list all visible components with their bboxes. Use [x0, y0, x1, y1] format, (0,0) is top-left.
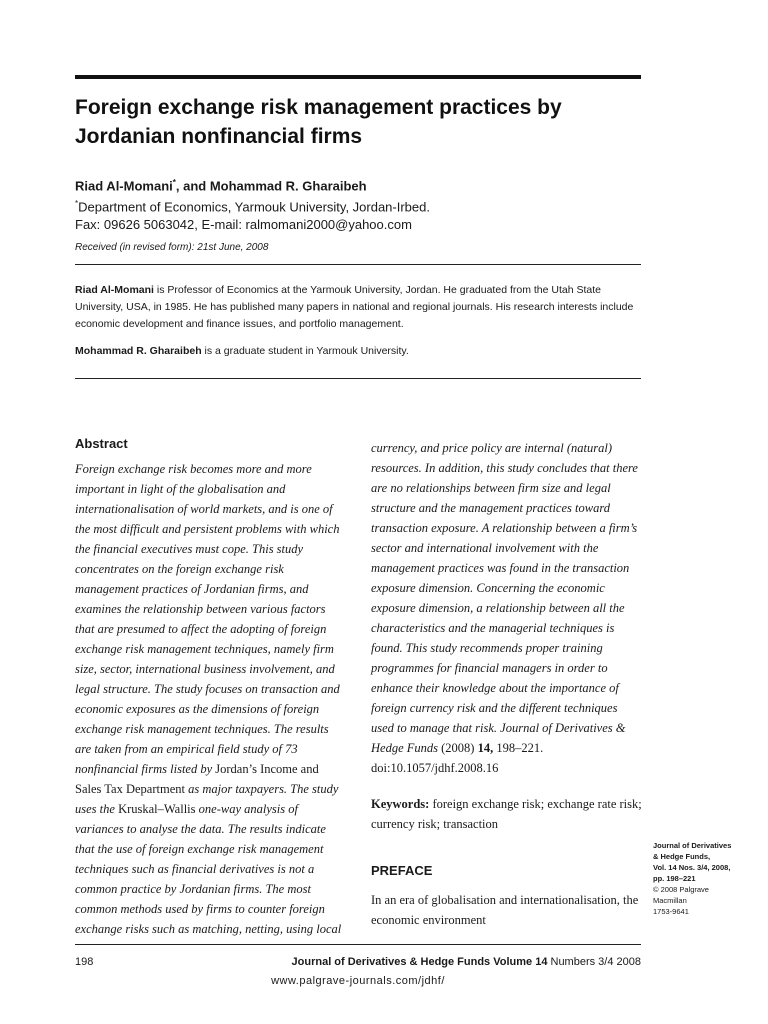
abstract-text-continued: currency, and price policy are internal (natural) resources. In addition, this study concludes that there are no relationships between firm size and legal structure and the management practices toward transaction exposure. A relationship between a firm’s sector and international involvement with the management practices was found in the transaction exposure dimension. Concerning the economic exposure dimension, a relationship between all the characteristics and the managerial techniques is found. This study recommends proper training programmes for financial managers in order to enhance their knowledge about the importance of foreign currency risk and the different techniques used to manage that risk. Journal of Derivatives & Hedge Funds (2008) 14, 198–221. doi:10.1057/jdhf.2008.16	[371, 441, 638, 775]
article-title: Foreign exchange risk management practices by Jordanian nonfinancial firms	[75, 96, 562, 148]
preface-heading: PREFACE	[371, 863, 433, 878]
author-bio-1: Riad Al-Momani is Professor of Economics at the Yarmouk University, Jordan. He graduated from the Utah State University, USA, in 1985. He has published many papers in national and regional journals. His research interests include economic development and finance issues, and portfolio management.	[75, 284, 634, 330]
abstract-text: Foreign exchange risk becomes more and more important in light of the globalisation and internationalisation of world markets, and is one of the most difficult and persistent problems with which the financial executives must cope. This study concentrates on the foreign exchange risk management practices of Jordanian firms, and examines the relationship between various factors that are presumed to affect the adopting of foreign exchange risk management techniques, namely firm size, sector, international business involvement, and legal structure. The study focuses on transaction and economic exposures as the dimensions of foreign exchange risk management techniques. The results are taken from an empirical field study of 73 nonfinancial firms listed by Jordan’s Income and Sales Tax Department as major taxpayers. The study uses the Kruskal–Wallis one-way analysis of variances to analyse the data. The results indicate that the use of foreign exchange risk management techniques such as financial derivatives is not a common practice by Jordanian firms. The most common methods used by firms to counter foreign exchange risks such as matching, netting, using local	[75, 462, 342, 936]
author-name-1: Riad Al-Momani	[75, 178, 173, 194]
divider-rule	[75, 378, 641, 379]
page-number: 198	[75, 956, 94, 968]
author-footnote-mark: *	[172, 178, 176, 187]
divider-rule	[75, 264, 641, 265]
author-joiner: , and	[175, 178, 210, 194]
footer-journal: Journal of Derivatives & Hedge Funds Volume 14 Numbers 3/4 2008	[291, 956, 641, 968]
preface-text: In an era of globalisation and internationalisation, the economic environment	[371, 893, 639, 927]
keywords: Keywords: foreign exchange risk; exchange rate risk; currency risk; transaction	[371, 797, 642, 831]
bio-name: Riad Al-Momani	[75, 284, 154, 296]
abstract-left-column	[75, 436, 347, 939]
author-line	[75, 178, 367, 193]
top-rule	[75, 75, 641, 79]
affiliation-line-2: Fax: 09626 5063042, E-mail: ralmomani2000@yahoo.com	[75, 217, 412, 233]
journal-url-link[interactable]: www.palgrave-journals.com/jdhf/	[271, 975, 445, 987]
received-date: Received (in revised form): 21st June, 2008	[75, 242, 269, 253]
affiliation-line-1: *Department of Economics, Yarmouk University, Jordan-Irbed.	[75, 199, 430, 215]
citation: Journal of Derivatives & Hedge Funds (2008) 14, 198–221. doi:10.1057/jdhf.2008.16	[371, 721, 626, 775]
abstract-right-column	[371, 438, 643, 930]
author-name-2: Mohammad R. Gharaibeh	[209, 178, 367, 194]
affiliation	[75, 195, 430, 234]
footer-rule	[75, 944, 641, 945]
journal-sidebar: Journal of Derivatives & Hedge Funds, Vol. 14 Nos. 3/4, 2008, pp. 198–221 © 2008 Palgrave Macmillan 1753-9641	[653, 841, 732, 916]
keywords-label: Keywords:	[371, 797, 430, 811]
affiliation-footnote-mark: *	[75, 199, 79, 208]
abstract-heading: Abstract	[75, 436, 128, 451]
bio-name: Mohammad R. Gharaibeh	[75, 345, 202, 357]
author-bio-2: Mohammad R. Gharaibeh is a graduate student in Yarmouk University.	[75, 345, 409, 357]
